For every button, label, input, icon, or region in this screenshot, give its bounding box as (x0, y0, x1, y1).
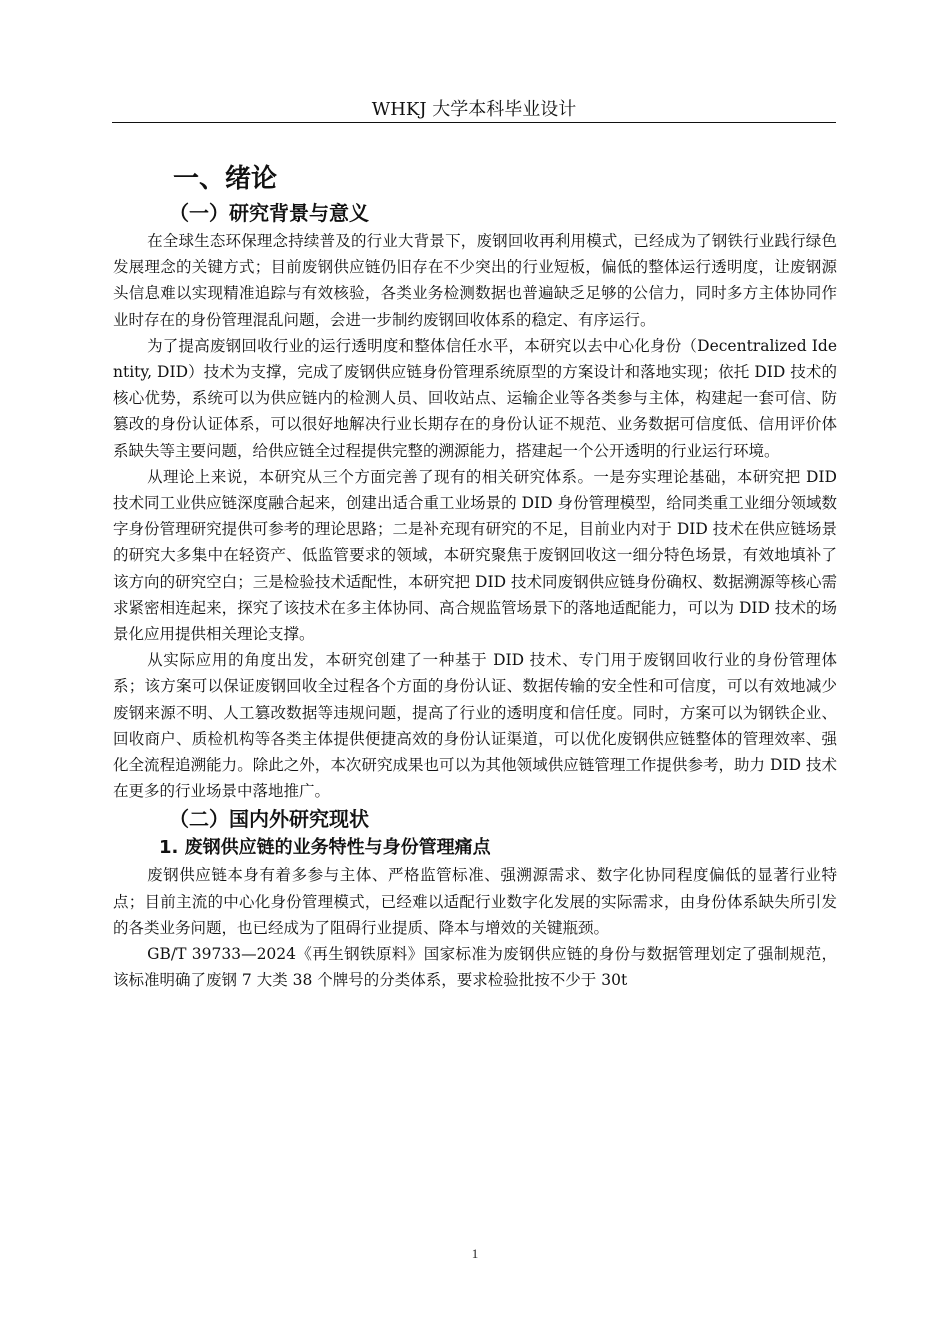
page-number: 1 (471, 1246, 479, 1261)
header-rule (112, 122, 836, 123)
page-header: WHKJ 大学本科毕业设计 (371, 99, 577, 120)
section-title: （一）研究背景与意义 (169, 201, 369, 225)
subsection-title: 1. 废钢供应链的业务特性与身份管理痛点 (159, 837, 491, 859)
paragraph: GB/T 39733—2024《再生钢铁原料》国家标准为废钢供应链的身份与数据管理划定了强制规范，该标准明确了废钢 7 大类 38 个牌号的分类体系，要求检验批按不少于 30t (113, 945, 837, 990)
paragraph: 在全球生态环保理念持续普及的行业大背景下，废钢回收再利用模式，已经成为了钢铁行业践行绿色发展理念的关键方式；目前废钢供应链仍旧存在不少突出的行业短板，偏低的整体运行透明度，让废钢源头信息难以实现精准追踪与有效核验，各类业务检测数据也普遍缺乏足够的公信力，同时多方主体协同作业时存在的身份管理混乱问题，会进一步制约废钢回收体系的稳定、有序运行。 (113, 232, 837, 329)
paragraph: 从实际应用的角度出发，本研究创建了一种基于 DID 技术、专门用于废钢回收行业的身份管理体系；该方案可以保证废钢回收全过程各个方面的身份认证、数据传输的安全性和可信度，可以有效地减少废钢来源不明、人工篡改数据等违规问题，提高了行业的透明度和信任度。同时，方案可以为钢铁企业、回收商户、质检机构等各类主体提供便捷高效的身份认证渠道，可以优化废钢供应链整体的管理效率、强化全流程追溯能力。除此之外，本次研究成果也可以为其他领域供应链管理工作提供参考，助力 DID 技术在更多的行业场景中落地推广。 (113, 651, 837, 801)
chapter-title: 一、绪论 (173, 164, 278, 194)
section-title: （二）国内外研究现状 (169, 807, 369, 832)
page-content (113, 160, 837, 993)
paragraph: 从理论上来说，本研究从三个方面完善了现有的相关研究体系。一是夯实理论基础，本研究把 DID 技术同工业供应链深度融合起来，创建出适合重工业场景的 DID 身份管理模型，给同类重工业细分领域数字身份管理研究提供可参考的理论思路；二是补充现有研究的不足，目前业内对于 DID 技术在供应链场景的研究大多集中在轻资产、低监管要求的领域，本研究聚焦于废钢回收这一细分特色场景，有效地填补了该方向的研究空白；三是检验技术适配性，本研究把 DID 技术同废钢供应链身份确权、数据溯源等核心需求紧密相连起来，探究了该技术在多主体协同、高合规监管场景下的落地适配能力，可以为 DID 技术的场景化应用提供相关理论支撑。 (113, 467, 837, 644)
paragraph: 废钢供应链本身有着多参与主体、严格监管标准、强溯源需求、数字化协同程度偏低的显著行业特点；目前主流的中心化身份管理模式，已经难以适配行业数字化发展的实际需求，由身份体系缺失所引发的各类业务问题，也已经成为了阻碍行业提质、降本与增效的关键瓶颈。 (113, 866, 837, 937)
paragraph: 为了提高废钢回收行业的运行透明度和整体信任水平，本研究以去中心化身份（Decentralized Identity, DID）技术为支撑，完成了废钢供应链身份管理系统原型的方案设计和落地实现；依托 DID 技术的核心优势，系统可以为供应链内的检测人员、回收站点、运输企业等各类参与主体，构建起一套可信、防篡改的身份认证体系，可以很好地解决行业长期存在的身份认证不规范、业务数据可信度低、信用评价体系缺失等主要问题，给供应链全过程提供完整的溯源能力，搭建起一个公开透明的行业运行环境。 (113, 336, 837, 460)
